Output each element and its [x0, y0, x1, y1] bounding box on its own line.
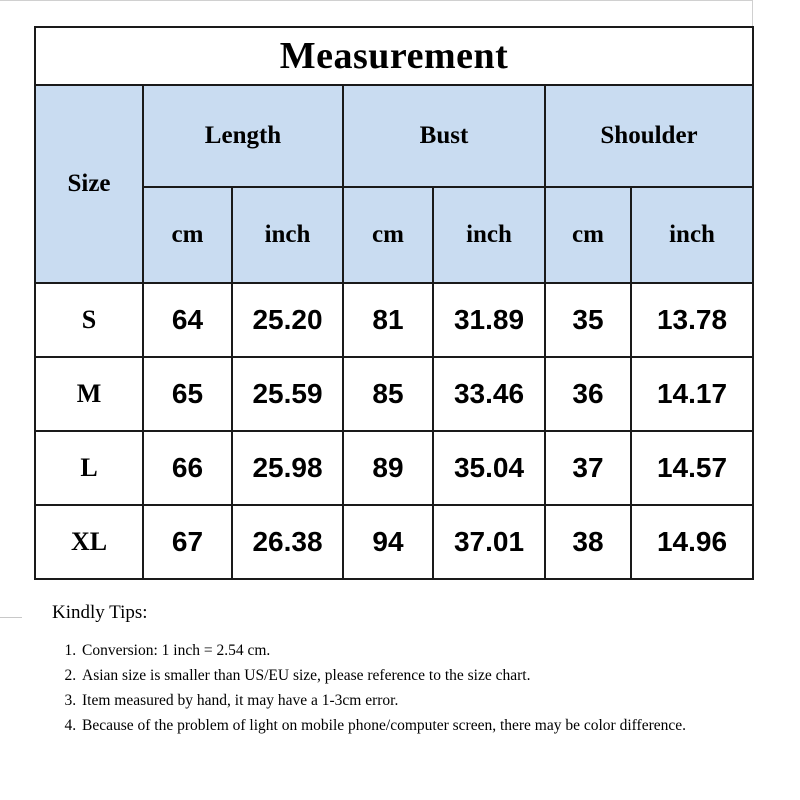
- value-cell: 35: [545, 283, 631, 357]
- top-guide-line: [0, 0, 752, 1]
- value-cell: 85: [343, 357, 433, 431]
- table-row: [35, 505, 753, 579]
- table-title: Measurement: [35, 27, 753, 85]
- value-cell: 31.89: [433, 283, 545, 357]
- size-cell: L: [35, 431, 143, 505]
- value-cell: 13.78: [631, 283, 753, 357]
- value-cell: 37.01: [433, 505, 545, 579]
- value-cell: 67: [143, 505, 232, 579]
- unit-header: inch: [232, 187, 343, 283]
- tip-item: 1. Conversion: 1 inch = 2.54 cm.: [80, 638, 752, 663]
- value-cell: 33.46: [433, 357, 545, 431]
- length-header: Length: [143, 85, 343, 187]
- size-header: Size: [35, 85, 143, 283]
- value-cell: 26.38: [232, 505, 343, 579]
- value-cell: 37: [545, 431, 631, 505]
- tip-item: 3. Item measured by hand, it may have a 1-3cm error.: [80, 688, 752, 713]
- value-cell: 81: [343, 283, 433, 357]
- value-cell: 14.96: [631, 505, 753, 579]
- value-cell: 64: [143, 283, 232, 357]
- unit-header: inch: [433, 187, 545, 283]
- unit-header: cm: [143, 187, 232, 283]
- tips-title: Kindly Tips:: [52, 602, 148, 623]
- value-cell: 94: [343, 505, 433, 579]
- value-cell: 14.17: [631, 357, 753, 431]
- value-cell: 65: [143, 357, 232, 431]
- unit-header: inch: [631, 187, 753, 283]
- bust-header: Bust: [343, 85, 545, 187]
- value-cell: 25.20: [232, 283, 343, 357]
- size-cell: S: [35, 283, 143, 357]
- size-chart-table: [34, 26, 754, 580]
- value-cell: 35.04: [433, 431, 545, 505]
- size-cell: M: [35, 357, 143, 431]
- table-row: [35, 357, 753, 431]
- tips-list: [52, 638, 752, 738]
- value-cell: 25.98: [232, 431, 343, 505]
- unit-header: cm: [545, 187, 631, 283]
- value-cell: 25.59: [232, 357, 343, 431]
- size-cell: XL: [35, 505, 143, 579]
- right-guide-line: [752, 0, 753, 26]
- value-cell: 38: [545, 505, 631, 579]
- kindly-tips: [52, 602, 752, 738]
- tip-item: 4. Because of the problem of light on mobile phone/computer screen, there may be color difference.: [80, 713, 752, 738]
- value-cell: 14.57: [631, 431, 753, 505]
- value-cell: 36: [545, 357, 631, 431]
- left-guide-line: [0, 617, 22, 618]
- shoulder-header: Shoulder: [545, 85, 753, 187]
- table-row: [35, 431, 753, 505]
- value-cell: 89: [343, 431, 433, 505]
- value-cell: 66: [143, 431, 232, 505]
- unit-header: cm: [343, 187, 433, 283]
- table-row: [35, 283, 753, 357]
- tip-item: 2. Asian size is smaller than US/EU size, please reference to the size chart.: [80, 663, 752, 688]
